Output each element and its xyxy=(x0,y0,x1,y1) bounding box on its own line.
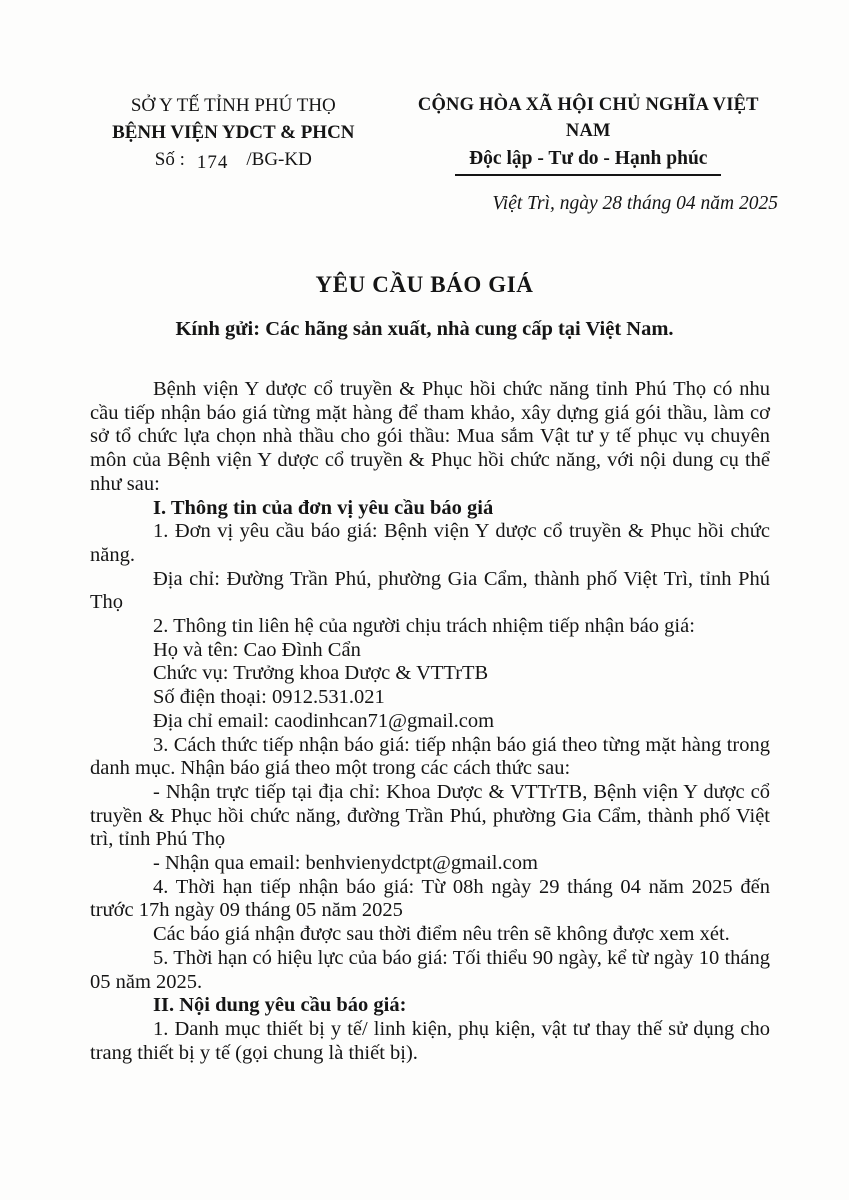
paragraph: 1. Đơn vị yêu cầu báo giá: Bệnh viện Y dược cổ truyền & Phục hồi chức năng. xyxy=(90,520,770,566)
document-header xyxy=(0,92,849,217)
paragraph: 5. Thời hạn có hiệu lực của báo giá: Tối thiểu 90 ngày, kể từ ngày 10 tháng 05 năm 2025. xyxy=(90,946,770,993)
document-number-value: 174 xyxy=(196,152,229,173)
section-heading: II. Nội dung yêu cầu báo giá: xyxy=(153,994,407,1017)
document-title: YÊU CẦU BÁO GIÁ xyxy=(315,272,534,297)
national-title: CỘNG HÒA XÃ HỘI CHỦ NGHĨA VIỆT NAM xyxy=(417,95,759,141)
national-motto-line xyxy=(397,146,780,176)
document-number-suffix: /BG-KD xyxy=(246,149,312,170)
national-header-block xyxy=(397,92,780,217)
paragraph: Bệnh viện Y dược cổ truyền & Phục hồi chức năng tỉnh Phú Thọ có nhu cầu tiếp nhận báo giá từng mặt hàng để tham khảo, xây dựng giá gói thầu, làm cơ sở tổ chức lựa chọn nhà thầu cho gói thầu: Mua sắm Vật tư y tế phục vụ chuyên môn của Bệnh viện Y dược cổ truyền & Phục hồi chức năng, với nội dung cụ thể như sau: xyxy=(90,378,770,495)
paragraph: - Nhận qua email: benhvienydctpt@gmail.com xyxy=(153,852,538,875)
document-number-label: Số : xyxy=(154,149,185,170)
national-motto: Độc lập - Tư do - Hạnh phúc xyxy=(455,146,721,176)
salutation-line: Kính gửi: Các hãng sản xuất, nhà cung cấp tại Việt Nam. xyxy=(175,318,674,340)
paragraph: 3. Cách thức tiếp nhận báo giá: tiếp nhận báo giá theo từng mặt hàng trong danh mục. Nhận báo giá theo một trong các cách thức sau: xyxy=(90,733,770,780)
paragraph: Chức vụ: Trưởng khoa Dược & VTTrTB xyxy=(153,662,489,685)
paragraph: 2. Thông tin liên hệ của người chịu trách nhiệm tiếp nhận báo giá: xyxy=(153,615,695,638)
paragraph: 4. Thời hạn tiếp nhận báo giá: Từ 08h ngày 29 tháng 04 năm 2025 đến trước 17h ngày 09 tháng 05 năm 2025 xyxy=(90,875,770,922)
place-and-date: Việt Trì, ngày 28 tháng 04 năm 2025 xyxy=(492,193,778,214)
paragraph: Họ và tên: Cao Đình Cẩn xyxy=(153,638,361,661)
section-heading: I. Thông tin của đơn vị yêu cầu báo giá xyxy=(153,496,494,519)
issuer-department: SỞ Y TẾ TỈNH PHÚ THỌ xyxy=(130,95,336,116)
issuer-block xyxy=(70,92,397,217)
paragraph: Số điện thoại: 0912.531.021 xyxy=(153,686,385,709)
paragraph: Các báo giá nhận được sau thời điểm nêu trên sẽ không được xem xét. xyxy=(153,923,730,946)
paragraph: 1. Danh mục thiết bị y tế/ linh kiện, phụ kiện, vật tư thay thế sử dụng cho trang thiết bị y tế (gọi chung là thiết bị). xyxy=(90,1017,770,1064)
issuer-organization: BỆNH VIỆN YDCT & PHCN xyxy=(112,122,355,143)
paragraph: Địa chỉ: Đường Trần Phú, phường Gia Cẩm, thành phố Việt Trì, tỉnh Phú Thọ xyxy=(90,567,770,614)
paragraph: Địa chỉ email: caodinhcan71@gmail.com xyxy=(153,709,495,732)
paragraph: - Nhận trực tiếp tại địa chỉ: Khoa Dược & VTTrTB, Bệnh viện Y dược cổ truyền & Phục hồi chức năng, đường Trần Phú, phường Gia Cẩm, thành phố Việt trì, tỉnh Phú Thọ xyxy=(90,780,770,851)
document-body xyxy=(0,378,849,1065)
document-number-line xyxy=(70,146,397,173)
